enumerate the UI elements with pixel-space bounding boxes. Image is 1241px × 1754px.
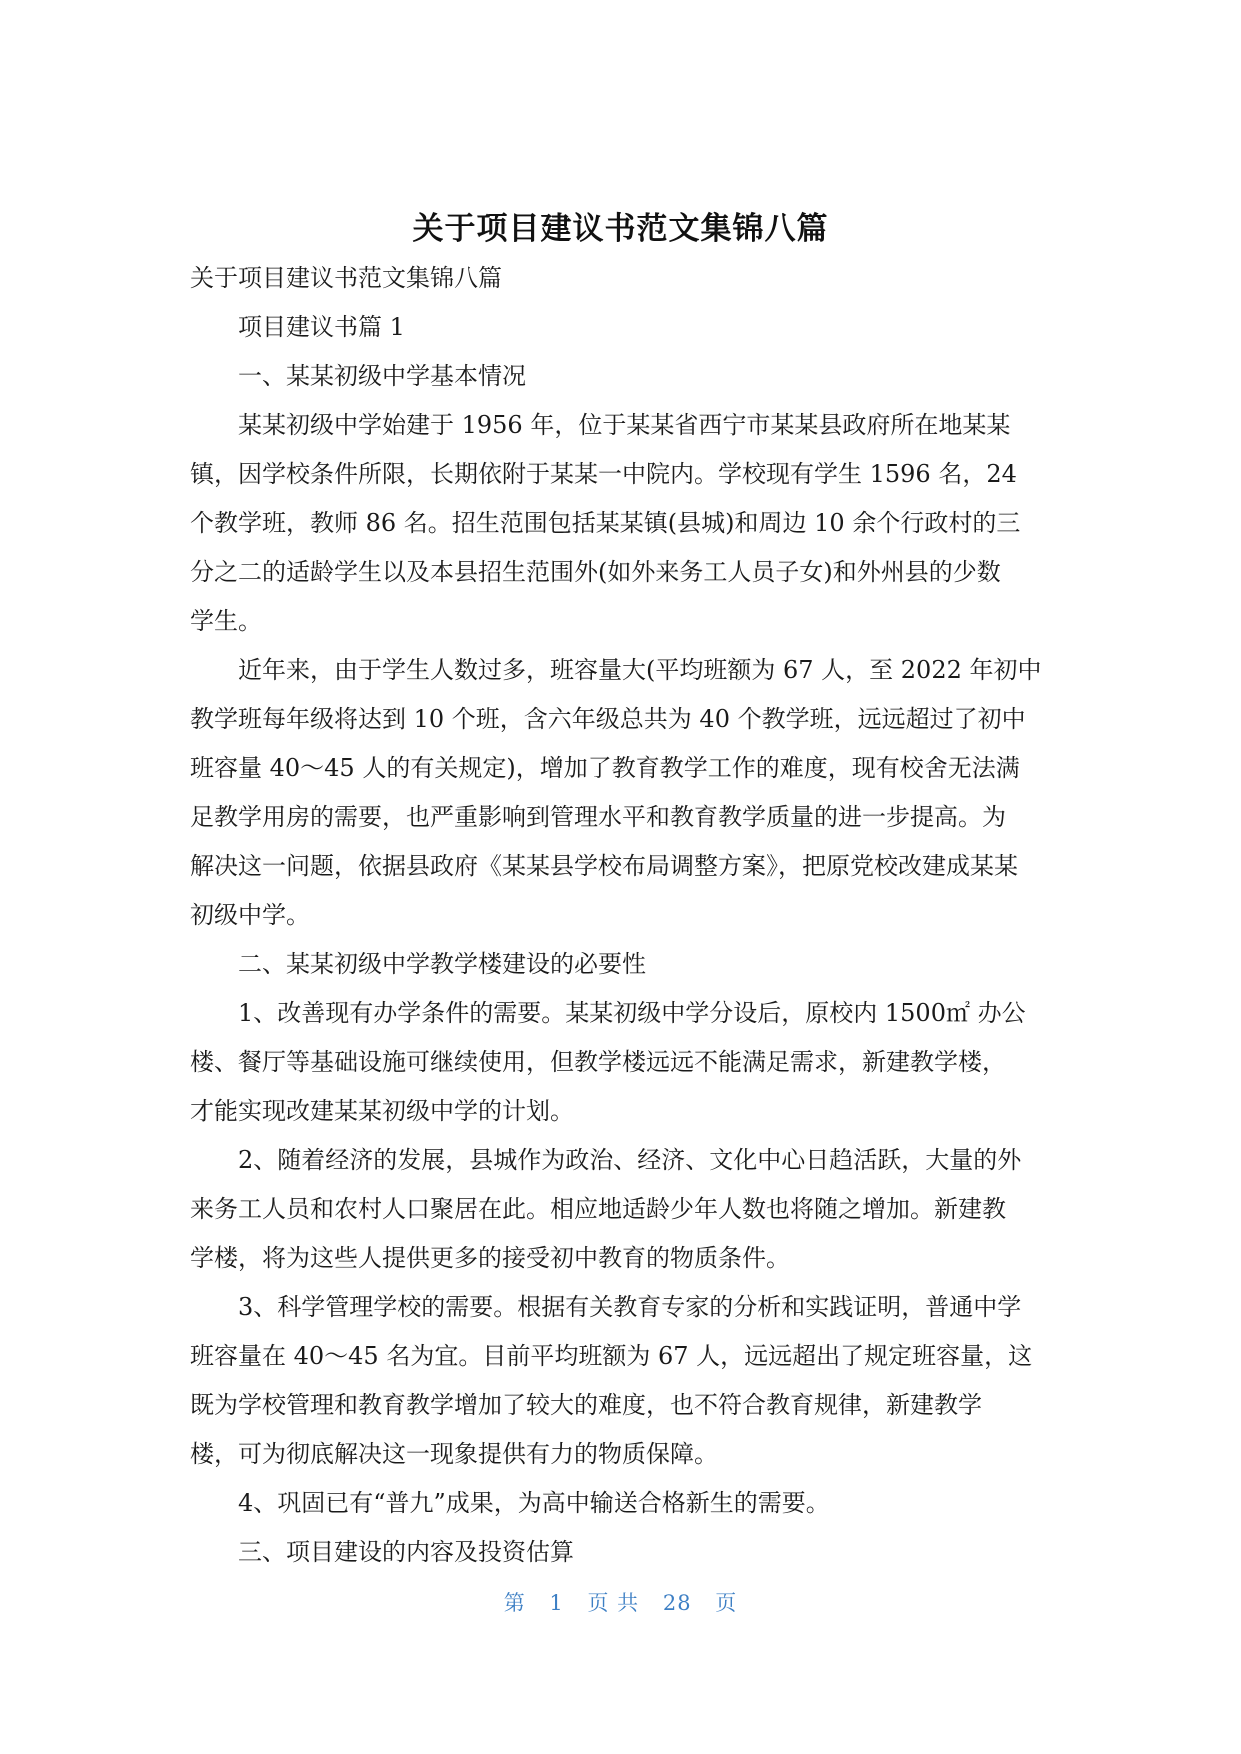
footer-prefix: 第 — [503, 1591, 526, 1615]
paragraph: 2、随着经济的发展，县城作为政治、经济、文化中心日趋活跃，大量的外 来务工人员和农村人口聚居在此。相应地适龄少年人数也将随之增加。新建教 学楼，将为这些人提供更多的接受初中教育的物质条件。 — [190, 1146, 1022, 1272]
page-number: 1 — [549, 1591, 564, 1615]
paragraph: 某某初级中学始建于 1956 年，位于某某省西宁市某某县政府所在地某某 镇，因学校条件所限，长期依附于某某一中院内。学校现有学生 1596 名，24 个教学班，教师 86 名。招生范围包括某某镇(县城)和周边 10 余个行政村的三 分之二的适龄学生以及本县招生范围外(如外来务工人员子女)和外州县的少数 学生。 — [190, 411, 1021, 635]
section-heading-part-1: 项目建议书篇 1 — [238, 313, 405, 341]
section-heading-basic-info: 一、某某初级中学基本情况 — [238, 362, 526, 390]
document-subtitle: 关于项目建议书范文集锦八篇 — [190, 264, 502, 292]
footer-suffix: 页 — [715, 1591, 738, 1615]
document-body — [190, 254, 1052, 1577]
paragraph: 4、巩固已有“普九”成果，为高中输送合格新生的需要。 — [238, 1489, 830, 1517]
page-footer — [0, 1588, 1241, 1618]
section-heading-content-investment: 三、项目建设的内容及投资估算 — [238, 1538, 574, 1566]
paragraph: 近年来，由于学生人数过多，班容量大(平均班额为 67 人，至 2022 年初中 教学班每年级将达到 10 个班，含六年级总共为 40 个教学班，远远超过了初中 班容量 40～45 人的有关规定)，增加了教育教学工作的难度，现有校舍无法满 足教学用房的需要，也严重影响到管理水平和教育教学质量的进一步提高。为 解决这一问题，依据县政府《某某县学校布局调整方案》，把原党校改建成某某 初级中学。 — [190, 656, 1042, 929]
total-pages: 28 — [662, 1591, 692, 1615]
section-heading-necessity: 二、某某初级中学教学楼建设的必要性 — [238, 950, 646, 978]
footer-middle: 页 共 — [587, 1591, 640, 1615]
paragraph: 1、改善现有办学条件的需要。某某初级中学分设后，原校内 1500㎡ 办公 楼、餐厅等基础设施可继续使用，但教学楼远远不能满足需求，新建教学楼， 才能实现改建某某初级中学的计划。 — [190, 999, 1026, 1125]
page-title: 关于项目建议书范文集锦八篇 — [412, 210, 829, 247]
paragraph: 3、科学管理学校的需要。根据有关教育专家的分析和实践证明，普通中学 班容量在 40～45 名为宜。目前平均班额为 67 人，远远超出了规定班容量，这 既为学校管理和教育教学增加了较大的难度，也不符合教育规律，新建教学 楼，可为彻底解决这一现象提供有力的物质保障。 — [190, 1293, 1033, 1468]
